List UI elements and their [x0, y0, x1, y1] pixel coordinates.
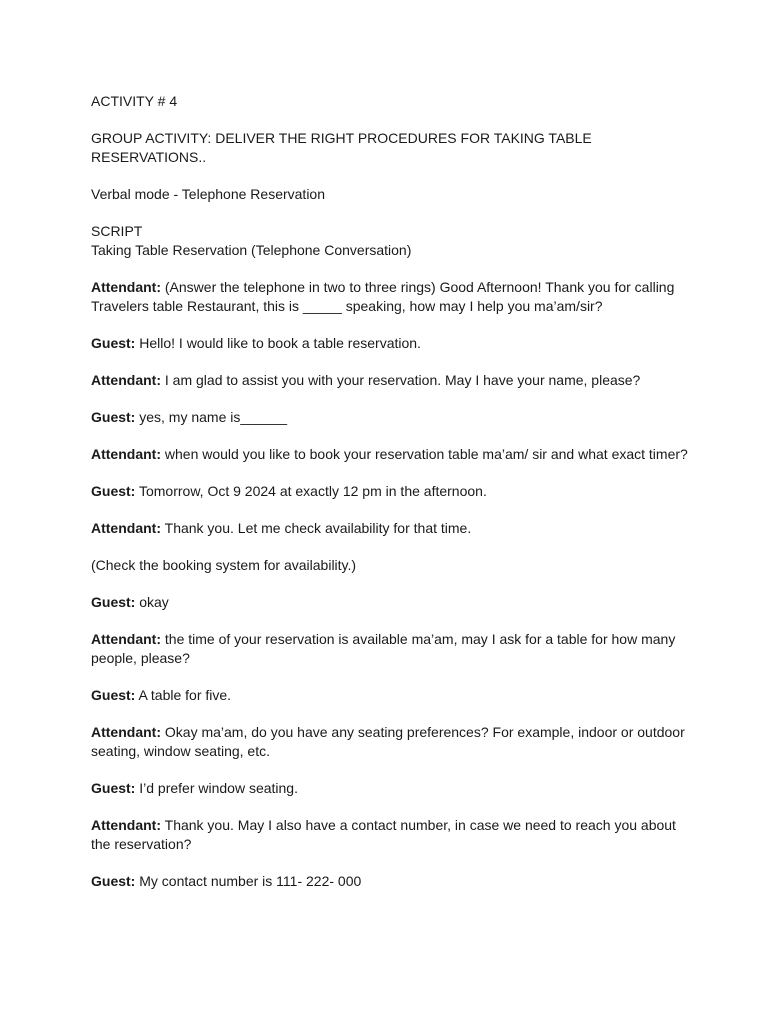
dialogue-text: My contact number is 111- 222- 000 — [135, 873, 362, 889]
dialogue-text: Tomorrow, Oct 9 2024 at exactly 12 pm in the afternoon. — [135, 483, 487, 499]
group-activity-heading: GROUP ACTIVITY: DELIVER THE RIGHT PROCEDURES FOR TAKING TABLE RESERVATIONS.. — [91, 130, 592, 165]
speaker-label: Guest: — [91, 409, 136, 425]
dialogue-line — [91, 593, 691, 612]
speaker-label: Attendant: — [91, 724, 161, 740]
dialogue-text: Thank you. Let me check availability for that time. — [161, 520, 472, 536]
dialogue-text: A table for five. — [135, 687, 232, 703]
dialogue-line — [91, 482, 691, 501]
speaker-label: Attendant: — [91, 446, 161, 462]
mode-label: Verbal mode - Telephone Reservation — [91, 186, 326, 202]
dialogue-text: I am glad to assist you with your reservation. May I have your name, please? — [161, 372, 641, 388]
dialogue-line — [91, 630, 691, 668]
dialogue-line — [91, 519, 691, 538]
speaker-label: Attendant: — [91, 372, 161, 388]
dialogue-line — [91, 872, 691, 891]
dialogue-line — [91, 408, 691, 427]
speaker-label: Attendant: — [91, 631, 161, 647]
dialogue-text: (Answer the telephone in two to three rings) Good Afternoon! Thank you for calling Travelers table Restaurant, this is _____ speaking, how may I help you ma’am/sir? — [91, 279, 675, 314]
dialogue-text: okay — [135, 594, 169, 610]
dialogue-line — [91, 723, 691, 761]
speaker-label: Attendant: — [91, 817, 161, 833]
activity-title: ACTIVITY # 4 — [91, 93, 178, 109]
speaker-label: Guest: — [91, 335, 136, 351]
script-subtitle: Taking Table Reservation (Telephone Conversation) — [91, 242, 412, 258]
dialogue-line — [91, 686, 691, 705]
dialogue-text: when would you like to book your reservation table ma’am/ sir and what exact timer? — [161, 446, 688, 462]
dialogue-text: Okay ma’am, do you have any seating preferences? For example, indoor or outdoor seating, window seating, etc. — [91, 724, 685, 759]
dialogue-line — [91, 371, 691, 390]
speaker-label: Guest: — [91, 687, 136, 703]
document-body — [91, 92, 691, 909]
dialogue-line — [91, 816, 691, 854]
speaker-label: Attendant: — [91, 279, 161, 295]
dialogue-text: I’d prefer window seating. — [135, 780, 298, 796]
dialogue-text: Thank you. May I also have a contact number, in case we need to reach you about the reservation? — [91, 817, 676, 852]
dialogue-line — [91, 445, 691, 464]
dialogue-text: the time of your reservation is available ma’am, may I ask for a table for how many people, please? — [91, 631, 676, 666]
speaker-label: Guest: — [91, 873, 136, 889]
speaker-label: Attendant: — [91, 520, 161, 536]
dialogue-text: yes, my name is______ — [135, 409, 288, 425]
dialogue-text: (Check the booking system for availability.) — [91, 557, 357, 573]
dialogue-line — [91, 334, 691, 353]
dialogue-text: Hello! I would like to book a table reservation. — [135, 335, 421, 351]
speaker-label: Guest: — [91, 483, 136, 499]
speaker-label: Guest: — [91, 780, 136, 796]
script-heading: SCRIPT — [91, 223, 143, 239]
stage-direction — [91, 556, 691, 575]
dialogue-line — [91, 779, 691, 798]
dialogue-line — [91, 278, 691, 316]
speaker-label: Guest: — [91, 594, 136, 610]
